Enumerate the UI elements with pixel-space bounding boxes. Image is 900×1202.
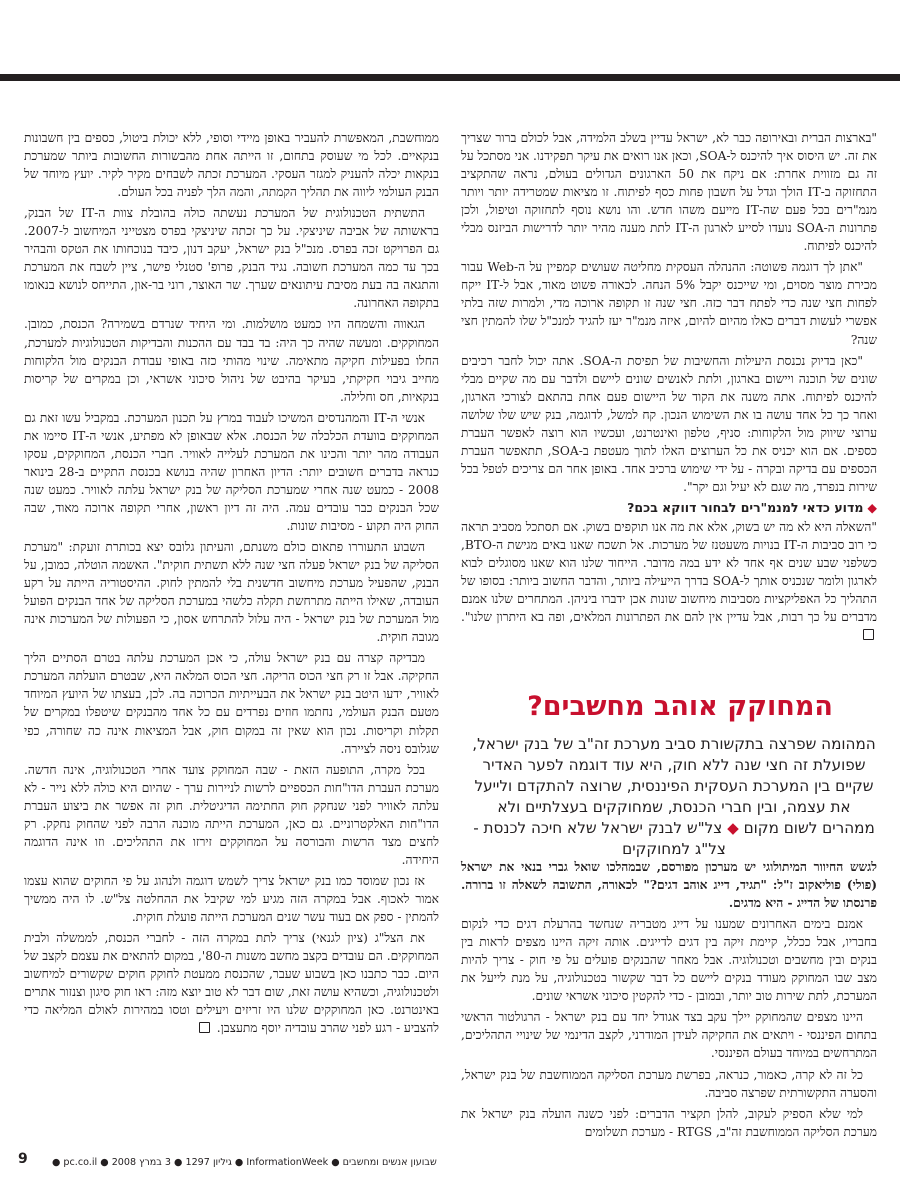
page-number: 9 [18, 1151, 28, 1167]
footer-line: שבועון אנשים ומחשבים ● InformationWeek ● גיליון 1297 ● 3 במרץ 2008 ● pc.co.il ● [52, 1157, 437, 1168]
intro-bold: לגשש החיוור המיתולוגי יש מערכון מפורסם, שבמהלכו שואל גברי בנאי את ישראל (פולי) פוליאקוב ז"ל: "תגיד, דייג אוהב דגים?" לכאורה, התשובה לשאלה זו ברורה. פרנסתו של הדייג - היא מדגים. [461, 860, 877, 911]
paragraph: אז נכון שמוסד כמו בנק ישראל צריך לשמש דוגמה ולנהוג על פי החוקים שהוא עצמו אמור לאכוף. אבל במקרה הזה מגיע למי שקיבל את ההחלטה צל"ש. לו היה ממשיך להמתין - ספק אם בעוד עשר שנים המערכת הייתה פועלת חוקית. [24, 873, 439, 924]
subheading-text: מדוע כדאי למנמ"רים לבחור דווקא בכם? [627, 499, 864, 515]
paragraph: מבדיקה קצרה עם בנק ישראל עולה, כי אכן המערכת עלתה בטרם הסתיים הליך החקיקה. אבל זו רק חצי הכוס הריקה. חצי הכוס המלאה היא, שבטרם הועלתה המערכת לאוויר, ידעו היטב בנק ישראל את הבעייתיות הכרוכה בה. לכן, בעצתו של היועץ המיוחד מטעם הבנק העולמי, נחתמו חוזים נפרדים עם כל אחד מהבנקים שיטפלו במקרים של תקלות וקריסות. נכון הוא שאין זה במקום חוק, אבל המציאות אינה כה שחורה, כפי שגלובס ניסה לציירה. [24, 651, 439, 756]
paragraph-text: את הצל"ג (ציון לגנאי) צריך לתת במקרה הזה - לחברי הכנסת, לממשלה ולבית המחוקקים. הם עובדים בקצב מחשב משנות ה-80', במקום להתאים את עצמם לקצב של היום. כבר כתבנו כאן בשבוע שעבר, שהכנסת ממעטת לחוקק חוקים שקשורים למיחשוב ולטכנולוגיה, וכשהיא עושה זאת, שום דבר לא טוב יוצא מזה: ראו חוק סיגון וצנזור אתרים באינטרנט. כאן המחוקקים שלנו היו זריזים ויעילים וטסו במהירות לאולם המליאה כדי להצביע - רגע לפני שהרב עובדיה יוסף מתעצבן. [24, 931, 439, 1036]
page-footer [18, 1151, 882, 1170]
section-title: המחוקק אוהב מחשבים? [527, 691, 833, 722]
lead-paragraph [470, 734, 878, 860]
paragraph: אמנם בימים האחרונים שמענו על דייג מטבריה שנחשד בהרעלת דגים כדי לנקום בחבריו, אבל ככלל, קיימת זיקה בין דגים לדייגים. אותה זיקה היינו מצפים לראות בין בנקים ובין מחשבים וטכנולוגיה. אבל מאחר שהבנקים פועלים על פי חוק - צריך להיות מצב שבו המחוקק מעודד בנקים ליישם כל דבר שקשור בטכנולוגיה, על מנת לייעל את המערכת, לתת שירות טוב יותר, ובמובן - כדי להקטין סיכוני אשראי שונים. [461, 917, 877, 1004]
lead-credit: צל"ש לבנק ישראל שלא חיכה לכנסת - צל"ג למחוקקים [473, 819, 726, 858]
paragraph: הגאווה והשמחה היו כמעט מושלמות. ומי היחיד שנרדם בשמירה? הכנסת, כמובן. המחוקקים. ומעשה שהיה כך היה: בד בבד עם ההכנות והבדיקות הטכנולוגיות למערכת, החלו בפעילות חקיקה מתאימה. שינוי מהותי כזה באופי עבודת הבנקים מול הלקוחות מחייב גיבוי חקיקתי, בעיקר בהיבט של ניהול סיכוני אשראי, וכן במקרים של קריסות בנקאיות, חס וחלילה. [24, 317, 439, 404]
diamond-bullet-icon: ◆ [867, 499, 877, 515]
paragraph: "בארצות הברית ובאירופה כבר לא, ישראל עדיין בשלב הלמידה, אבל לכולם ברור שצריך את זה. יש היסוס איך להיכנס ל-SOA, וכאן אנו רואים את עיקר תפקידנו. אני מסתכל על זה גם מזווית אחרת: אם ניקח את 50 הארגונים הגדולים בעולם, נראה שהתקציב התחזוקה ב-IT הולך וגדל על חשבון פחות כסף לפיתוח. זו מציאות שמטרידה יותר ויותר מנמ"רים בכל פעם שה-IT מייעם משהו חדש. והו נושא נוסף לתחזוקה וטיפול, ולכן פתרונות ה-SOA נועדו לסייע לארגון ה-IT לתת מענה מהיר יותר לדרישות הביזנס מבלי להיכנס לפיתוח. [461, 131, 877, 254]
paragraph: בכל מקרה, התופעה הזאת - שבה המחוקק צועד אחרי הטכנולוגיה, אינה חדשה. מערכת העברת הדו"חות הכספיים לרשות לניירות ערך - שהיום היא כולה ללא נייר - לא עלתה לאוויר לפני שנחקק חוק החתימה הדיגיטלית. חוק זה אפשר את ביצוע העברת הדו"חות האלקטרוניים. גם כאן, המערכת הייתה מוכנה הרבה לפני שהחוק נחקק. רק לחצים מצד הרשות והבורסה על המחוקקים זירזו את התהליכים. וזו אינה הדוגמה היחידה. [24, 762, 439, 867]
paragraph: "כאן בדיוק נכנסת היעילות והחשיבות של תפיסת ה-SOA. אתה יכול לחבר רכיבים שונים של תוכנה ויישום בארגון, ולתת לאנשים שונים ליישם ולדבר עם מה שקיים מבלי להיכנס לפיתוח. אתה משנה את הקוד של היישום פעם אחת בהתאם לצורכי הארגון, ואחר כך כל אחד עושה בו את השימוש הנכון. קח למשל, לדוגמה, בנק שיש שלו שלושה ערוצי שיווק מול הלקוחות: סניף, טלפון ואינטרנט, ועכשיו הוא רוצה לאפשר העברת כספים. אם הוא יכניס את כל הערוצים האלו לתוך מעטפת ב-SOA, תתאפשר העברת הכספים עם בדיקה ובקרה - על ידי שימוש ברכיב אחד. באופן אחר הם צריכים לטפל בכל שירות בנפרד, מה שגם לא יעיל וגם יקר". [461, 353, 877, 494]
paragraph: כל זה לא קרה, כאמור, כנראה, בפרשת מערכת הסליקה הממוחשבת של בנק ישראל, והסערה התקשורתית שפרצה סביבה. [461, 1067, 877, 1100]
lead-bullet-icon: ◆ [727, 819, 739, 837]
subheading [461, 499, 877, 517]
paragraph: "אתן לך דוגמה פשוטה: ההנהלה העסקית מחליטה שעושים קמפיין על ה-Web עבור מכירת מוצר מסוים, ומי שייכנס יקבל 5% הנחה. לכאורה פשוט מאוד, אבל ל-IT ייקח לפחות חצי שנה כדי לפתח דבר כזה. חצי שנה זו תקופה ארוכה מדי, ולמרות שזה בלתי אפשרי לעשות דברים כאלו מהיום להיום, איזה מנמ"ר יעז להגיד למנכ"ל שלו להמתין חצי שנה? [461, 260, 877, 347]
right-column [461, 129, 877, 647]
end-of-article-icon [199, 1022, 210, 1033]
paragraph: התשתית הטכנולוגית של המערכת נעשתה כולה בהובלת צוות ה-IT של הבנק, בראשותה של אביבה שיניצקי. על כך זכתה שיניצקי בפרס מצטייני המיחשוב ל-2007. גם הפרויקט זכה בפרס. מנכ"ל בנק ישראל, יעקב דנון, כיבד בנוכחותו את הטקס והבהיר בכך עד כמה המערכת חשובה. נגיד הבנק, פרופ' סטנלי פישר, ציין לשבח את המערכת והתגאה בה בעת מסיבת עיתונאים שערך. שר האוצר, רוני בר-און, התייחס לנושא בנאומו בתקופה האחרונה. [24, 206, 439, 311]
top-rule [0, 74, 900, 81]
right-column-lower [461, 858, 877, 1144]
paragraph: היינו מצפים שהמחוקק יילך עקב בצד אגודל יחד עם בנק ישראל - הרגולטור הראשי בתחום הפיננסי - ויתאים את החקיקה לעידן המודרני, לקצב הדינמי של שינויי התהליכים, המתרחשים במיוחד בעולם הפיננסי. [461, 1010, 877, 1061]
paragraph: למי שלא הספיק לעקוב, להלן תקציר הדברים: לפני כשנה הועלה בנק ישראל את מערכת הסליקה הממוחשבת זה"ב, RTGS - מערכת תשלומים [461, 1106, 877, 1139]
left-column [24, 129, 439, 1040]
paragraph [24, 929, 439, 1037]
paragraph-text: "השאלה היא לא מה יש בשוק, אלא את מה אנו תוקפים בשוק. אם תסתכל מסביב תראה כי רוב סביבות ה-IT בנויות משעטנז של מערכות. אל תשכח שאנו באים מגישת ה-BTO, כשלפני שבע שנים אף אחד לא ידע במה מדובר. הייחוד שלנו הוא שאנו מסוגלים לבוא לארגון ולומר שנכניס אותך ל-SOA בדרך הייעילה ביותר, והדבר החשוב ביותר: בסופו של התהליך כל האפליקציות מסביבות מיחשוב שונות אכן ידברו ביניהן. המתחרים שלנו אמנם מדברים על כך רבות, אבל עדיין אין להם את הפתרונות המלאים, ופה בא היתרון שלנו". [461, 519, 877, 625]
paragraph: ממוחשבת, המאפשרת להעביר באופן מיידי וסופי, ללא יכולת ביטול, כספים בין חשבונות בנקאיים. לכל מי שעוסק בתחום, זו הייתה אחת מהבשורות החשובות ביותר שמערכת בנקאות יכלה להעניק למגזר העסקי. המערכת זכתה לשבחים מקיר לקיר. יועץ מיוחד של הבנק העולמי ליווה את תהליך הקמתה, והמה הלך לפניה בכל העולם. [24, 131, 439, 200]
paragraph: השבוע התעוררו פתאום כולם משנתם, והעיתון גלובס יצא בכותרת זועקת: "מערכת הסליקה של בנק ישראל פעלה חצי שנה ללא תשתית חוקית". האשמה הוטלה, כמובן, על הבנק, שהפעיל מערכת מיחשוב חדשנית בלי להמתין לחוק. ההיסטוריה הייתה על רקע העובדה, שאילו הייתה מתרחשת תקלה כלשהי במערכת הסליקה של אחד הבנקים הפועל מול המערכת של בנק ישראל - היה עלול להתרחש אסון, כי הפעולות של המערכות אינה מגובה חוקית. [24, 540, 439, 645]
paragraph: אנשי ה-IT והמהנדסים המשיכו לעבוד במרץ על תכנון המערכת. במקביל עשו זאת גם המחוקקים בוועדת הכלכלה של הכנסת. אלא שבאופן לא מפתיע, אנשי ה-IT סיימו את העבודה מהר יותר והכינו את המערכת לעלייה לאוויר. חברי הכנסת, המחוקקים, עסקו כנראה בדברים חשובים יותר: הדיון האחרון שהיה בנושא בכנסת התקיים ב-28 בינואר 2008 - כמעט שנה אחרי שמערכת הסליקה של בנק ישראל עלתה לאוויר. כמעט שנה שכל הבנקים כבר עובדים עמה. היה זה דיון ראשון, אחרי תקופה ארוכה מאוד, שבה החוק היה תקוע - מסיבות שונות. [24, 410, 439, 533]
paragraph [461, 518, 877, 644]
lead-text: המהומה שפרצה בתקשורת סביב מערכת זה"ב של בנק ישראל, שפועלת זה חצי שנה ללא חוק, היא עוד דוגמה לפער האדיר שקיים בין המערכת העסקית הפיננסית, שרוצה להתקדם ולייעל את עצמה, ובין חברי הכנסת, שמחוקקים בעצלתיים ולא ממהרים לשום מקום [472, 735, 876, 837]
end-of-article-icon [863, 629, 874, 640]
